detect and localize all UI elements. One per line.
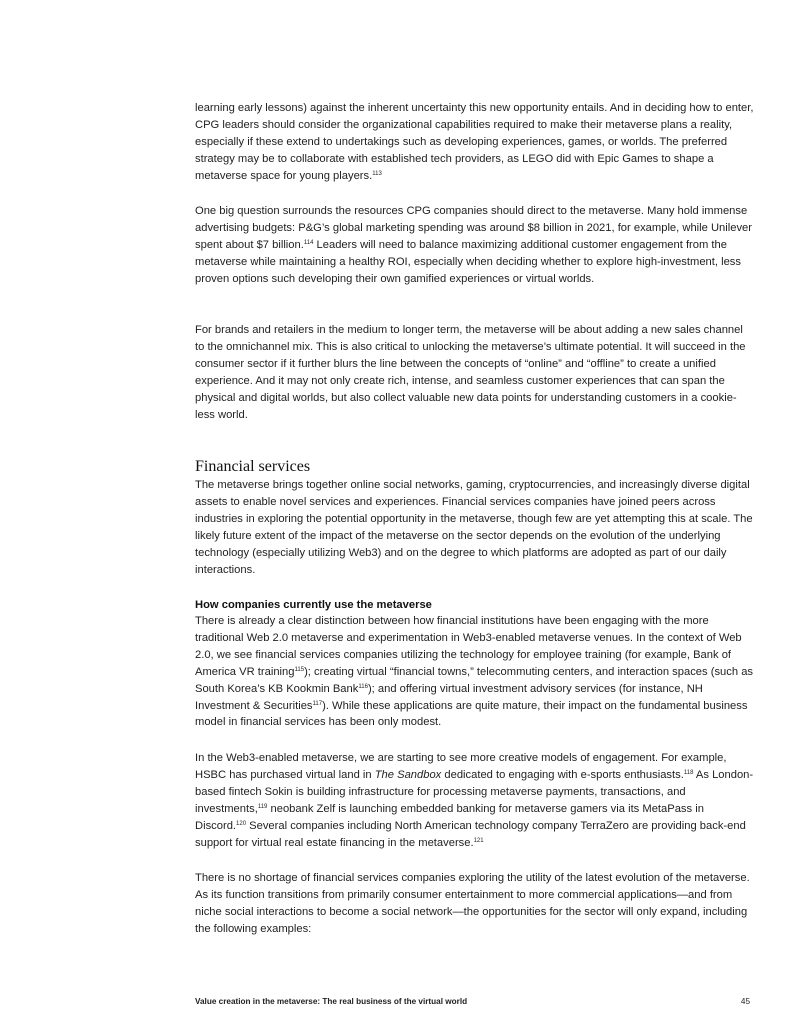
footnote-ref: 118 [683, 769, 694, 776]
paragraph-web3-engagement: In the Web3-enabled metaverse, we are starting to see more creative models of engagement. For example, HSBC has purchased virtual land in The Sandbox dedicated to engaging with e-sports enthusiasts.$^{118}$ As London-based fintech Sokin is building infrastructure for processing metaverse payments, transactions, and investments,$^{119}$ neobank Zelf is launching embedded banking for metaverse gamers via its MetaPass in Discord.$^{120}$ Several companies including North American technology company TerraZero are providing back-end support for virtual real estate financing in the metaverse.$^{121}$ [195, 752, 754, 849]
section-heading-financial-services: Financial services [195, 458, 311, 475]
paragraph-cpg-resources: One big question surrounds the resources CPG companies should direct to the metaverse. Many hold immense advertising budgets: P&G’s global marketing spending was around $8 billion in 2021, for example, while Unilever spent about $7 billion.$^{114}$ Leaders will need to balance maximizing additional customer engagement from the metaverse while maintaining a healthy ROI, especially when deciding whether to explore high-investment, less proven options such developing their own gamified experiences or virtual worlds. [195, 205, 753, 285]
footnote-ref: 119 [257, 803, 268, 810]
page-number: 45 [740, 997, 750, 1006]
paragraph-examples-intro: There is no shortage of financial services companies exploring the utility of the latest evolution of the metaverse. As its function transitions from primarily consumer entertainment to more commercial applications—and from niche social interactions to become a social network—the opportunities for the sector will only expand, including the following examples: [195, 872, 750, 935]
subheading-current-use: How companies currently use the metaverse [195, 599, 432, 611]
footnote-ref: 117 [312, 700, 323, 707]
footnote-ref: 115 [294, 666, 305, 673]
paragraph-cpg-omnichannel: For brands and retailers in the medium to longer term, the metaverse will be about adding a new sales channel to the omnichannel mix. This is also critical to unlocking the metaverse’s ultimate potential. It will succeed in the consumer sector if it further blurs the line between the concepts of “online” and “offline” to create a unified experience. And it may not only create rich, intense, and seamless customer experiences that can span the physical and digital worlds, but also collect valuable new data points for understanding customers in a cookie-less world. [195, 324, 746, 421]
paragraph-financial-intro: The metaverse brings together online social networks, gaming, cryptocurrencies, and increasingly diverse digital assets to enable novel services and experiences. Financial services companies have joined peers across industries in exploring the potential opportunity in the metaverse, though few are yet attempting this at scale. The likely future extent of the impact of the metaverse on the sector depends on the evolution of the underlying technology (especially utilizing Web3) and on the degree to which platforms are adopted as part of our daily interactions. [195, 479, 753, 576]
footnote-ref: 116 [358, 683, 368, 690]
footnote-ref: 121 [473, 837, 484, 844]
footnote-ref: 114 [303, 239, 314, 246]
footer-report-title: Value creation in the metaverse: The real business of the virtual world [195, 997, 468, 1006]
paragraph-cpg-lessons: learning early lessons) against the inherent uncertainty this new opportunity entails. And in deciding how to enter, CPG leaders should consider the organizational capabilities required to make their metaverse plans a reality, especially if these extend to undertakings such as developing experiences, games, or worlds. The preferred strategy may be to collaborate with established tech providers, as LEGO did with Epic Games to shape a metaverse space for young players.$^{113}$ [195, 102, 754, 182]
footnote-ref: 120 [236, 820, 247, 827]
paragraph-web2-web3: There is already a clear distinction between how financial institutions have been engaging with the more traditional Web 2.0 metaverse and experimentation in Web3-enabled metaverse venues. In the context of Web 2.0, we see financial services companies utilizing the technology for employee training (for example, Bank of America VR training$^{115}$); creating virtual “financial towns,” telecommuting centers, and interaction spaces (such as South Korea’s KB Kookmin Bank$^{116}$); and offering virtual investment advisory services (for instance, NH Investment & Securities$^{117}$). While these applications are quite mature, their impact on the fundamental business model in financial services has been only modest. [195, 615, 754, 729]
footnote-ref: 113 [372, 170, 382, 177]
italic-title-the-sandbox: The Sandbox [374, 768, 442, 781]
